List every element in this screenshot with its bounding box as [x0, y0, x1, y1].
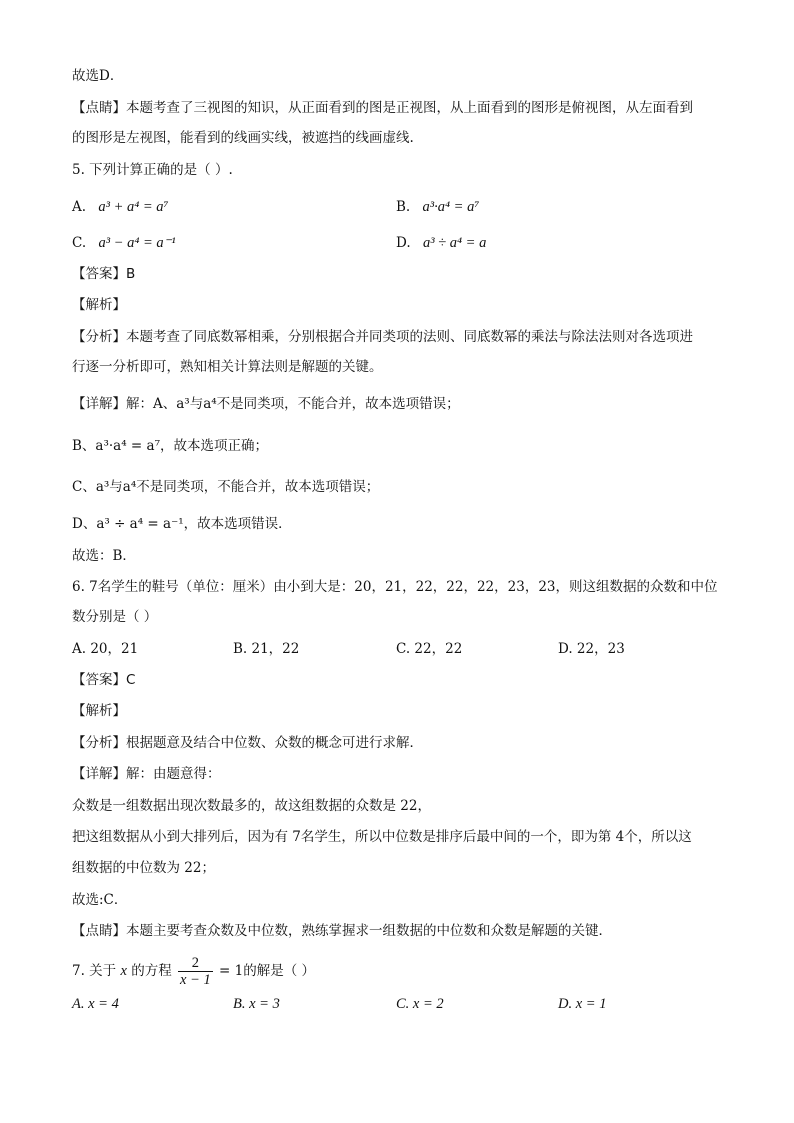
text: D、a³ ÷ a⁴ = a⁻¹，故本选项错误． [72, 516, 292, 532]
text: 把这组数据从小到大排列后，因为有 7名学生，所以中位数是排序后最中间的一个，即为第 4个，所以这 [72, 829, 692, 845]
question-5-stem [72, 161, 233, 179]
option-label: A. [72, 199, 87, 215]
q7-option-d [558, 995, 606, 1013]
q6-line-3 [72, 859, 215, 877]
q5-conclusion [72, 547, 136, 565]
q6-option-b [233, 640, 299, 658]
text: 行逐一分析即可，熟知相关计算法则是解题的关键。 [72, 359, 383, 375]
fraction-denominator: x − 1 [180, 972, 211, 988]
text: 故选D． [72, 68, 124, 84]
text: C、a³与a⁴不是同类项，不能合并，故本选项错误； [72, 479, 380, 495]
text: 数分别是（ ） [72, 609, 158, 625]
q6-conclusion [72, 891, 127, 909]
option-expr: a³·a⁴ = a⁷ [422, 199, 480, 215]
q5-xiangjie [72, 395, 460, 413]
text: D. x = 1 [558, 996, 607, 1012]
q5-answer [72, 265, 135, 283]
q7-option-a [72, 995, 119, 1013]
question-6-stem-cont [72, 608, 157, 626]
text: 的方程 [131, 963, 172, 979]
text: A. x = 4 [72, 996, 119, 1012]
equation-fraction [178, 955, 213, 988]
paragraph-dianjing-prev [72, 99, 693, 117]
q6-jiexi [72, 702, 126, 720]
question-7-stem [72, 952, 315, 990]
option-label: B. [396, 199, 411, 215]
text: 6. 7名学生的鞋号（单位：厘米）由小到大是：20，21，22，22，22，23，23，则这组数据的众数和中位 [72, 579, 718, 595]
text: 解：由题意得： [126, 766, 221, 782]
text: 本题考查了同底数幂相乘，分别根据合并同类项的法则、同底数幂的乘法与除法法则对各选项进 [126, 329, 693, 345]
text: 故选:C． [72, 892, 128, 908]
q6-option-c [396, 640, 462, 658]
q5-jiexi [72, 296, 126, 314]
q5-option-b [396, 198, 479, 216]
q5-line-b [72, 437, 268, 455]
q5-line-d [72, 515, 292, 533]
q7-option-b [233, 995, 280, 1013]
text: 【解析】 [72, 703, 126, 719]
option-expr: a³ ÷ a⁴ = a [422, 235, 487, 251]
fenxi-tag: 【分析】 [72, 735, 126, 751]
text: 本题考查了三视图的知识，从正面看到的图是正视图，从上面看到的图形是俯视图，从左面看到 [126, 100, 693, 116]
text: 【答案】C [72, 672, 136, 688]
option-label: D. [396, 235, 411, 251]
text: 本题主要考查众数及中位数，熟练掌握求一组数据的中位数和众数是解题的关键． [126, 923, 612, 939]
text: B. x = 3 [233, 996, 280, 1012]
text: 【答案】B [72, 266, 136, 282]
q5-fenxi [72, 328, 693, 346]
text: A. 20，21 [72, 641, 139, 657]
dianjing-tag: 【点睛】 [72, 923, 126, 939]
dianjing-tag: 【点睛】 [72, 100, 126, 116]
question-6-stem [72, 578, 718, 596]
fraction-numerator: 2 [178, 955, 213, 972]
q5-fenxi-cont [72, 358, 383, 376]
q6-option-d [558, 640, 625, 658]
text: 7. 关于 [72, 963, 117, 979]
q5-option-d [396, 234, 486, 252]
text: 众数是一组数据出现次数最多的，故这组数据的众数是 22， [72, 798, 431, 814]
xiangjie-tag: 【详解】 [72, 766, 126, 782]
text: 5. 下列计算正确的是（ ）. [72, 162, 233, 178]
q6-answer [72, 671, 135, 689]
q6-xiangjie [72, 765, 221, 783]
q6-line-2 [72, 828, 692, 846]
option-expr: a³ + a⁴ = a⁷ [98, 199, 169, 215]
q6-option-a [72, 640, 138, 658]
q5-line-c [72, 478, 379, 496]
text: 【解析】 [72, 297, 126, 313]
xiangjie-tag: 【详解】 [72, 396, 126, 412]
variable: x [120, 963, 127, 979]
text: C. x = 2 [396, 996, 444, 1012]
option-label: C. [72, 235, 87, 251]
paragraph-dianjing-prev-cont [72, 129, 414, 147]
text: 故选：B． [72, 548, 136, 564]
paragraph-conclusion-prev [72, 67, 123, 85]
q6-fenxi [72, 734, 423, 752]
q5-option-a [72, 198, 169, 216]
text: C. 22，22 [396, 641, 463, 657]
text: = 1的解是（ ） [219, 963, 316, 979]
text: 的图形是左视图，能看到的线画实线，被遮挡的线画虚线. [72, 130, 414, 146]
option-expr: a³ − a⁴ = a⁻¹ [98, 235, 176, 251]
text: 根据题意及结合中位数、众数的概念可进行求解． [126, 735, 423, 751]
q6-line-1 [72, 797, 431, 815]
fenxi-tag: 【分析】 [72, 329, 126, 345]
text: B. 21，22 [233, 641, 300, 657]
q7-option-c [396, 995, 444, 1013]
q6-dianjing [72, 922, 612, 940]
text: 组数据的中位数为 22； [72, 860, 215, 876]
text: D. 22，23 [558, 641, 625, 657]
q5-option-c [72, 234, 176, 252]
text: 解：A、a³与a⁴不是同类项，不能合并，故本选项错误； [126, 396, 460, 412]
text: B、a³·a⁴ = a⁷，故本选项正确； [72, 438, 268, 454]
